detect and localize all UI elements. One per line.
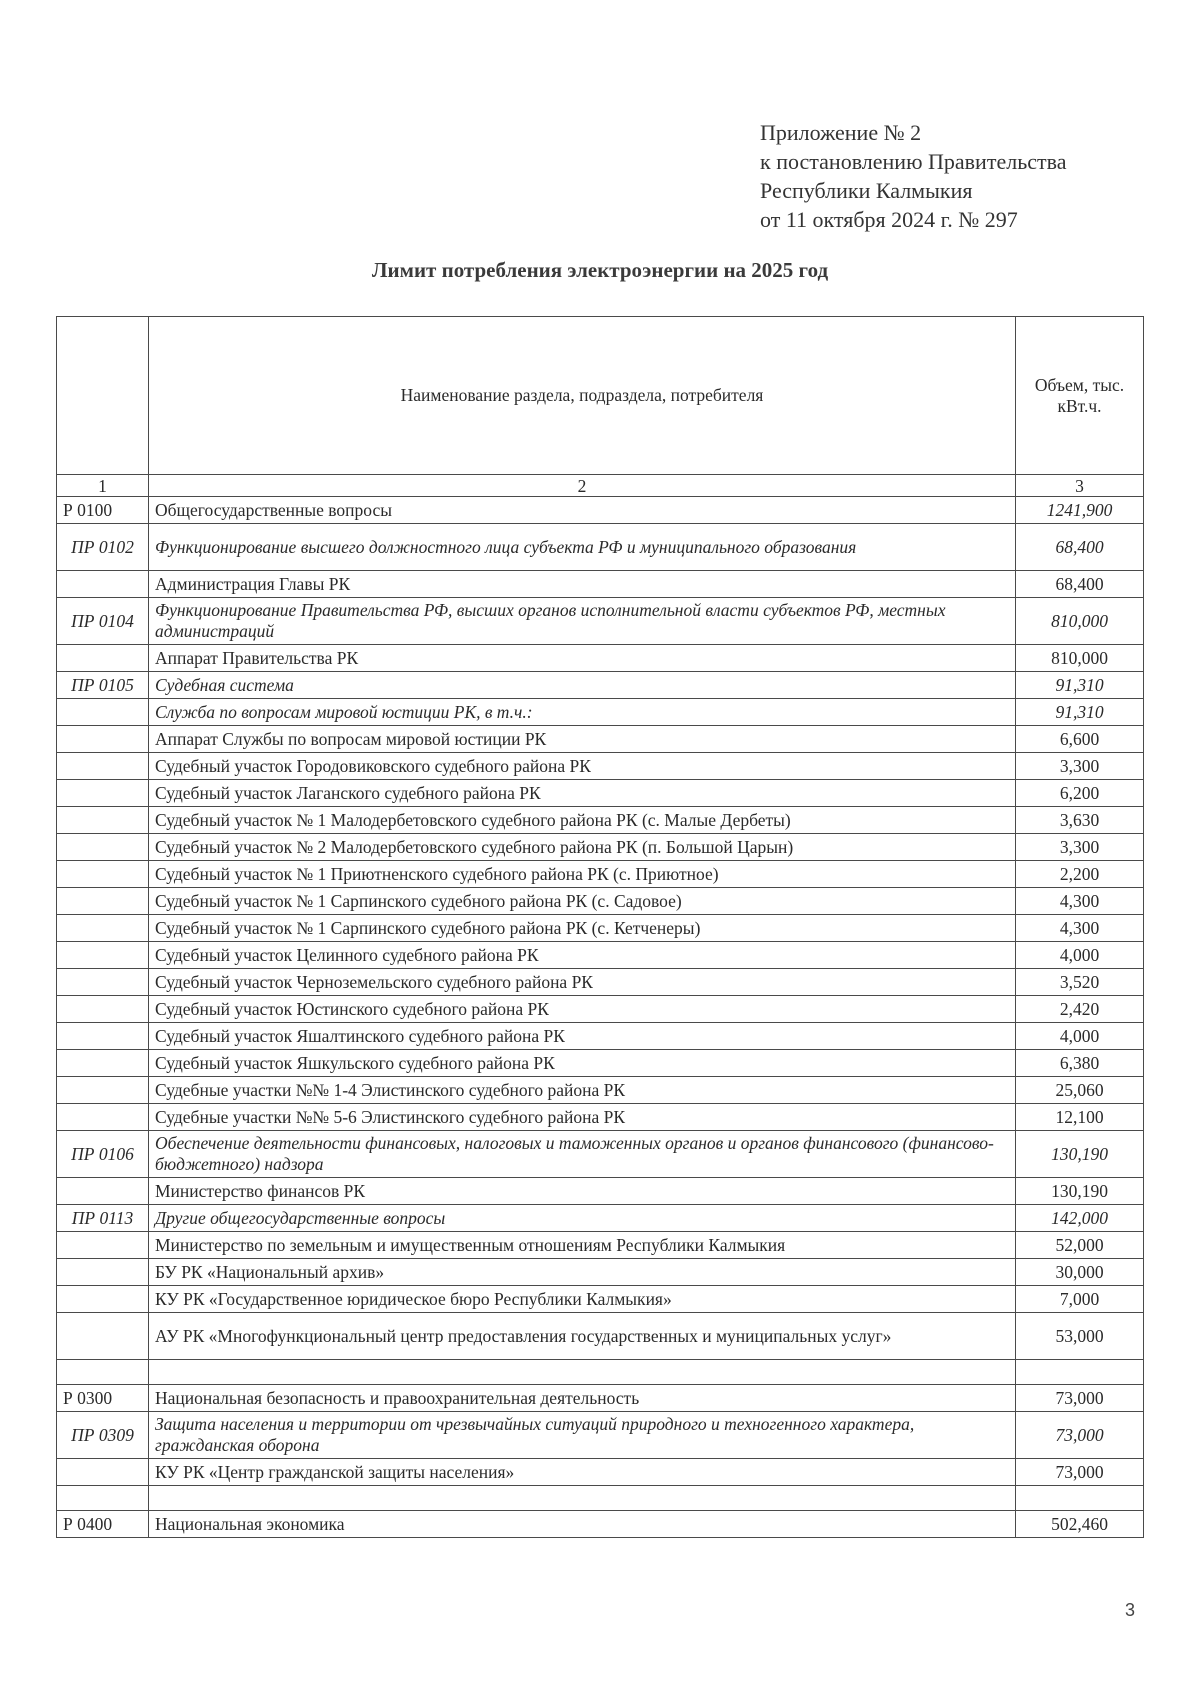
row-name-cell: Другие общегосударственные вопросы	[149, 1205, 1016, 1232]
table-row	[57, 861, 1144, 888]
row-name-cell: Судебный участок № 1 Малодербетовского судебного района РК (с. Малые Дербеты)	[149, 807, 1016, 834]
table-row	[57, 524, 1144, 571]
row-volume-cell	[1016, 1360, 1144, 1385]
row-name-cell: Аппарат Правительства РК	[149, 645, 1016, 672]
row-volume-cell: 68,400	[1016, 524, 1144, 571]
row-name-cell: КУ РК «Центр гражданской защиты населения»	[149, 1459, 1016, 1486]
row-name-cell: Министерство финансов РК	[149, 1178, 1016, 1205]
row-volume-cell: 73,000	[1016, 1459, 1144, 1486]
row-volume-cell: 52,000	[1016, 1232, 1144, 1259]
table-row	[57, 598, 1144, 645]
row-code-cell	[57, 1050, 149, 1077]
row-volume-cell: 6,380	[1016, 1050, 1144, 1077]
row-name-cell: Судебная система	[149, 672, 1016, 699]
table-row	[57, 915, 1144, 942]
row-name-cell: Судебный участок Яшалтинского судебного района РК	[149, 1023, 1016, 1050]
table-header-row	[57, 317, 1144, 475]
row-name-cell: Обеспечение деятельности финансовых, налоговых и таможенных органов и органов финансового (финансово-бюджетного) надзора	[149, 1131, 1016, 1178]
table-row	[57, 1023, 1144, 1050]
table-row	[57, 571, 1144, 598]
row-name-cell: Судебный участок Городовиковского судебного района РК	[149, 753, 1016, 780]
row-volume-cell: 502,460	[1016, 1511, 1144, 1538]
row-code-cell	[57, 915, 149, 942]
table-row	[57, 753, 1144, 780]
appendix-line-4: от 11 октября 2024 г. № 297	[760, 207, 1018, 232]
header-code-cell	[57, 317, 149, 475]
row-code-cell	[57, 1023, 149, 1050]
row-code-cell	[57, 888, 149, 915]
row-code-cell: Р 0100	[57, 497, 149, 524]
row-volume-cell: 810,000	[1016, 645, 1144, 672]
row-code-cell	[57, 645, 149, 672]
row-code-cell	[57, 834, 149, 861]
row-name-cell: Защита населения и территории от чрезвычайных ситуаций природного и техногенного характера, гражданская оборона	[149, 1412, 1016, 1459]
row-volume-cell: 130,190	[1016, 1178, 1144, 1205]
row-name-cell: Администрация Главы РК	[149, 571, 1016, 598]
row-volume-cell: 130,190	[1016, 1131, 1144, 1178]
row-name-cell: Функционирование Правительства РФ, высших органов исполнительной власти субъектов РФ, местных администраций	[149, 598, 1016, 645]
row-volume-cell: 6,200	[1016, 780, 1144, 807]
row-name-cell: Аппарат Службы по вопросам мировой юстиции РК	[149, 726, 1016, 753]
appendix-block	[760, 118, 1066, 234]
row-name-cell: Судебный участок № 2 Малодербетовского судебного района РК (п. Большой Царын)	[149, 834, 1016, 861]
table-row	[57, 996, 1144, 1023]
row-name-cell: Судебный участок Юстинского судебного района РК	[149, 996, 1016, 1023]
row-code-cell	[57, 753, 149, 780]
row-volume-cell: 3,630	[1016, 807, 1144, 834]
table-row	[57, 1459, 1144, 1486]
table-row	[57, 1205, 1144, 1232]
table-row	[57, 1050, 1144, 1077]
row-volume-cell: 91,310	[1016, 699, 1144, 726]
row-volume-cell: 142,000	[1016, 1205, 1144, 1232]
row-code-cell	[57, 1286, 149, 1313]
appendix-line-1: Приложение № 2	[760, 120, 922, 145]
document-title: Лимит потребления электроэнергии на 2025 год	[371, 258, 829, 282]
limits-table	[56, 316, 1144, 1538]
table-row	[57, 942, 1144, 969]
row-code-cell	[57, 996, 149, 1023]
row-code-cell	[57, 1104, 149, 1131]
table-row	[57, 1077, 1144, 1104]
row-volume-cell: 4,300	[1016, 888, 1144, 915]
table-row	[57, 726, 1144, 753]
row-code-cell	[57, 699, 149, 726]
table-row	[57, 780, 1144, 807]
page-number: 3	[1125, 1600, 1136, 1620]
row-code-cell	[57, 1232, 149, 1259]
table-row	[57, 807, 1144, 834]
row-code-cell	[57, 861, 149, 888]
row-volume-cell: 4,300	[1016, 915, 1144, 942]
header-name-cell: Наименование раздела, подраздела, потребителя	[149, 317, 1016, 475]
row-volume-cell: 73,000	[1016, 1385, 1144, 1412]
row-volume-cell: 810,000	[1016, 598, 1144, 645]
row-volume-cell: 1241,900	[1016, 497, 1144, 524]
appendix-line-3: Республики Калмыкия	[760, 178, 973, 203]
table-row	[57, 1360, 1144, 1385]
table-row	[57, 969, 1144, 996]
row-code-cell	[57, 780, 149, 807]
row-volume-cell: 6,600	[1016, 726, 1144, 753]
row-volume-cell	[1016, 1486, 1144, 1511]
row-code-cell: ПР 0106	[57, 1131, 149, 1178]
row-code-cell	[57, 807, 149, 834]
row-code-cell	[57, 942, 149, 969]
row-code-cell	[57, 1178, 149, 1205]
row-volume-cell: 4,000	[1016, 1023, 1144, 1050]
row-volume-cell: 3,300	[1016, 753, 1144, 780]
row-code-cell	[57, 1459, 149, 1486]
row-code-cell	[57, 1259, 149, 1286]
table-row	[57, 1412, 1144, 1459]
row-name-cell: Судебные участки №№ 5-6 Элистинского судебного района РК	[149, 1104, 1016, 1131]
column-number: 2	[149, 475, 1016, 497]
row-code-cell: ПР 0309	[57, 1412, 149, 1459]
table-row	[57, 672, 1144, 699]
row-name-cell: Функционирование высшего должностного лица субъекта РФ и муниципального образования	[149, 524, 1016, 571]
column-number: 1	[57, 475, 149, 497]
row-name-cell: Судебный участок Яшкульского судебного района РК	[149, 1050, 1016, 1077]
table-row	[57, 834, 1144, 861]
row-name-cell: Судебный участок № 1 Сарпинского судебного района РК (с. Садовое)	[149, 888, 1016, 915]
table-row	[57, 699, 1144, 726]
row-name-cell: Судебный участок Лаганского судебного района РК	[149, 780, 1016, 807]
row-name-cell: Национальная экономика	[149, 1511, 1016, 1538]
row-volume-cell: 91,310	[1016, 672, 1144, 699]
row-code-cell: ПР 0105	[57, 672, 149, 699]
row-name-cell: Общегосударственные вопросы	[149, 497, 1016, 524]
row-code-cell: ПР 0102	[57, 524, 149, 571]
row-volume-cell: 3,300	[1016, 834, 1144, 861]
row-name-cell: Судебный участок Целинного судебного района РК	[149, 942, 1016, 969]
table-row	[57, 1232, 1144, 1259]
row-volume-cell: 7,000	[1016, 1286, 1144, 1313]
row-volume-cell: 12,100	[1016, 1104, 1144, 1131]
row-name-cell: Министерство по земельным и имущественным отношениям Республики Калмыкия	[149, 1232, 1016, 1259]
table-row	[57, 645, 1144, 672]
column-number: 3	[1016, 475, 1144, 497]
row-code-cell	[57, 1360, 149, 1385]
row-volume-cell: 30,000	[1016, 1259, 1144, 1286]
row-name-cell: КУ РК «Государственное юридическое бюро Республики Калмыкия»	[149, 1286, 1016, 1313]
row-name-cell	[149, 1486, 1016, 1511]
row-code-cell	[57, 726, 149, 753]
row-volume-cell: 25,060	[1016, 1077, 1144, 1104]
table-row	[57, 1511, 1144, 1538]
row-code-cell	[57, 1486, 149, 1511]
table-row	[57, 888, 1144, 915]
appendix-line-2: к постановлению Правительства	[760, 149, 1067, 174]
row-name-cell: Служба по вопросам мировой юстиции РК, в т.ч.:	[149, 699, 1016, 726]
row-code-cell: ПР 0113	[57, 1205, 149, 1232]
row-name-cell: Судебный участок Черноземельского судебного района РК	[149, 969, 1016, 996]
table-row	[57, 1259, 1144, 1286]
table-row	[57, 1486, 1144, 1511]
row-volume-cell: 68,400	[1016, 571, 1144, 598]
row-volume-cell: 4,000	[1016, 942, 1144, 969]
row-name-cell: БУ РК «Национальный архив»	[149, 1259, 1016, 1286]
table-row	[57, 1385, 1144, 1412]
row-volume-cell: 53,000	[1016, 1313, 1144, 1360]
table-row	[57, 1313, 1144, 1360]
row-name-cell: Судебный участок № 1 Сарпинского судебного района РК (с. Кетченеры)	[149, 915, 1016, 942]
table-row	[57, 497, 1144, 524]
table-row	[57, 1104, 1144, 1131]
row-name-cell	[149, 1360, 1016, 1385]
row-code-cell	[57, 1313, 149, 1360]
row-code-cell: ПР 0104	[57, 598, 149, 645]
row-code-cell: Р 0400	[57, 1511, 149, 1538]
table-row	[57, 1286, 1144, 1313]
table-row	[57, 1178, 1144, 1205]
row-code-cell	[57, 571, 149, 598]
row-volume-cell: 73,000	[1016, 1412, 1144, 1459]
row-volume-cell: 2,200	[1016, 861, 1144, 888]
row-volume-cell: 2,420	[1016, 996, 1144, 1023]
table-row	[57, 1131, 1144, 1178]
row-name-cell: Судебный участок № 1 Приютненского судебного района РК (с. Приютное)	[149, 861, 1016, 888]
row-name-cell: Судебные участки №№ 1-4 Элистинского судебного района РК	[149, 1077, 1016, 1104]
row-code-cell	[57, 969, 149, 996]
row-volume-cell: 3,520	[1016, 969, 1144, 996]
row-code-cell	[57, 1077, 149, 1104]
table-column-numbers-row	[57, 475, 1144, 497]
row-name-cell: Национальная безопасность и правоохранительная деятельность	[149, 1385, 1016, 1412]
row-code-cell: Р 0300	[57, 1385, 149, 1412]
header-volume-cell: Объем, тыс. кВт.ч.	[1016, 317, 1144, 475]
row-name-cell: АУ РК «Многофункциональный центр предоставления государственных и муниципальных услуг»	[149, 1313, 1016, 1360]
